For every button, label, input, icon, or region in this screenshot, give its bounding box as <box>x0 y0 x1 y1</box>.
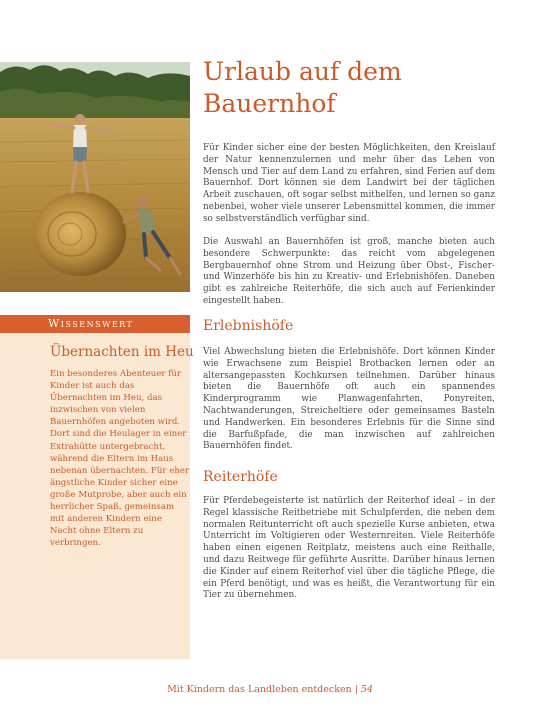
footer-title: Mit Kindern das Landleben entdecken <box>167 684 352 695</box>
sidebar-label: Wissenswert <box>48 317 134 330</box>
page-number: 54 <box>360 684 373 695</box>
sidebar-label-bar <box>0 315 190 333</box>
section-text-reiterhoefe: Für Pferdebegeisterte ist natürlich der Reiterhof ideal – in der Regel klassische Reitbetriebe mit Schulpferden, die neben dem normalen Reitunterricht oft auch spezielle Kurse anbieten, etwa Unterricht im Voltigieren oder Westernreiten. Viele Reiterhöfe haben einen eigenen Reitplatz, meistens auch eine Reithalle, und dazu Reitwege für geführte Ausritte. Darüber hinaus lernen die Kinder auf einem Reiterhof viel über die tägliche Pflege, die ein Pferd benötigt, und was es heißt, die Verantwortung für ein Tier zu übernehmen. <box>203 496 495 601</box>
section-heading-reiterhoefe: Reiterhöfe <box>203 469 278 485</box>
sidebar-text: Ein besonderes Abenteuer für Kinder ist auch das Übernachten im Heu, das inzwischen von vielen Bauernhöfen angeboten wird. Dort sind die Heulager in einer Extrahütte untergebracht, während die Eltern im Haus nebenan übernachten. Für eher ängstliche Kinder sicher eine große Mutprobe, aber auch ein herrlicher Spaß, gemeinsam mit anderen Kindern eine Nacht ohne Eltern zu verbringen. <box>50 369 190 549</box>
footer-separator: | <box>354 684 358 695</box>
hay-bale-photo <box>0 62 190 292</box>
page-title: Urlaub auf dem Bauernhof <box>203 57 402 118</box>
sidebar-title: Übernachten im Heu <box>50 344 194 360</box>
section-text-erlebnishoefe: Viel Abwechslung bieten die Erlebnishöfe. Dort können Kinder wie Erwachsene zum Beispiel Brotbacken lernen oder an altersangepassten Kochkursen teilnehmen. Darüber hinaus bieten die Bauernhöfe oft auch ein spannendes Kinderprogramm wie Planwagenfahrten, Ponyreiten, Nachtwanderungen, Streicheltiere oder gemeinsames Basteln und Handwerken. Ein besonderes Erlebnis für die Sinne sind die Barfußpfade, die man inzwischen auf zahlreichen Bauernhöfen findet. <box>203 347 495 452</box>
section-heading-erlebnishoefe: Erlebnishöfe <box>203 318 294 334</box>
page-footer <box>0 684 373 695</box>
intro-paragraph-1: Für Kinder sicher eine der besten Möglichkeiten, den Kreislauf der Natur kennenzulernen und mehr über das Leben von Mensch und Tier auf dem Land zu erfahren, sind Ferien auf dem Bauernhof. Dort können sie dem Landwirt bei der täglichen Arbeit zuschauen, oft sogar selbst mithelfen, und lernen so ganz nebenbei, woher viele unserer Lebensmittel kommen, die immer so selbstverständlich verfügbar sind. <box>203 143 495 224</box>
intro-paragraph-2: Die Auswahl an Bauernhöfen ist groß, manche bieten auch besondere Schwerpunkte: das reicht vom abgelegenen Bergbauernhof ohne Strom und Heizung über Obst-, Fischer- und Winzerhöfe bis hin zu Kreativ- und Erlebnishöfen. Daneben gibt es zahlreiche Reiterhöfe, die sich auch auf Ferienkinder eingestellt haben. <box>203 237 495 306</box>
